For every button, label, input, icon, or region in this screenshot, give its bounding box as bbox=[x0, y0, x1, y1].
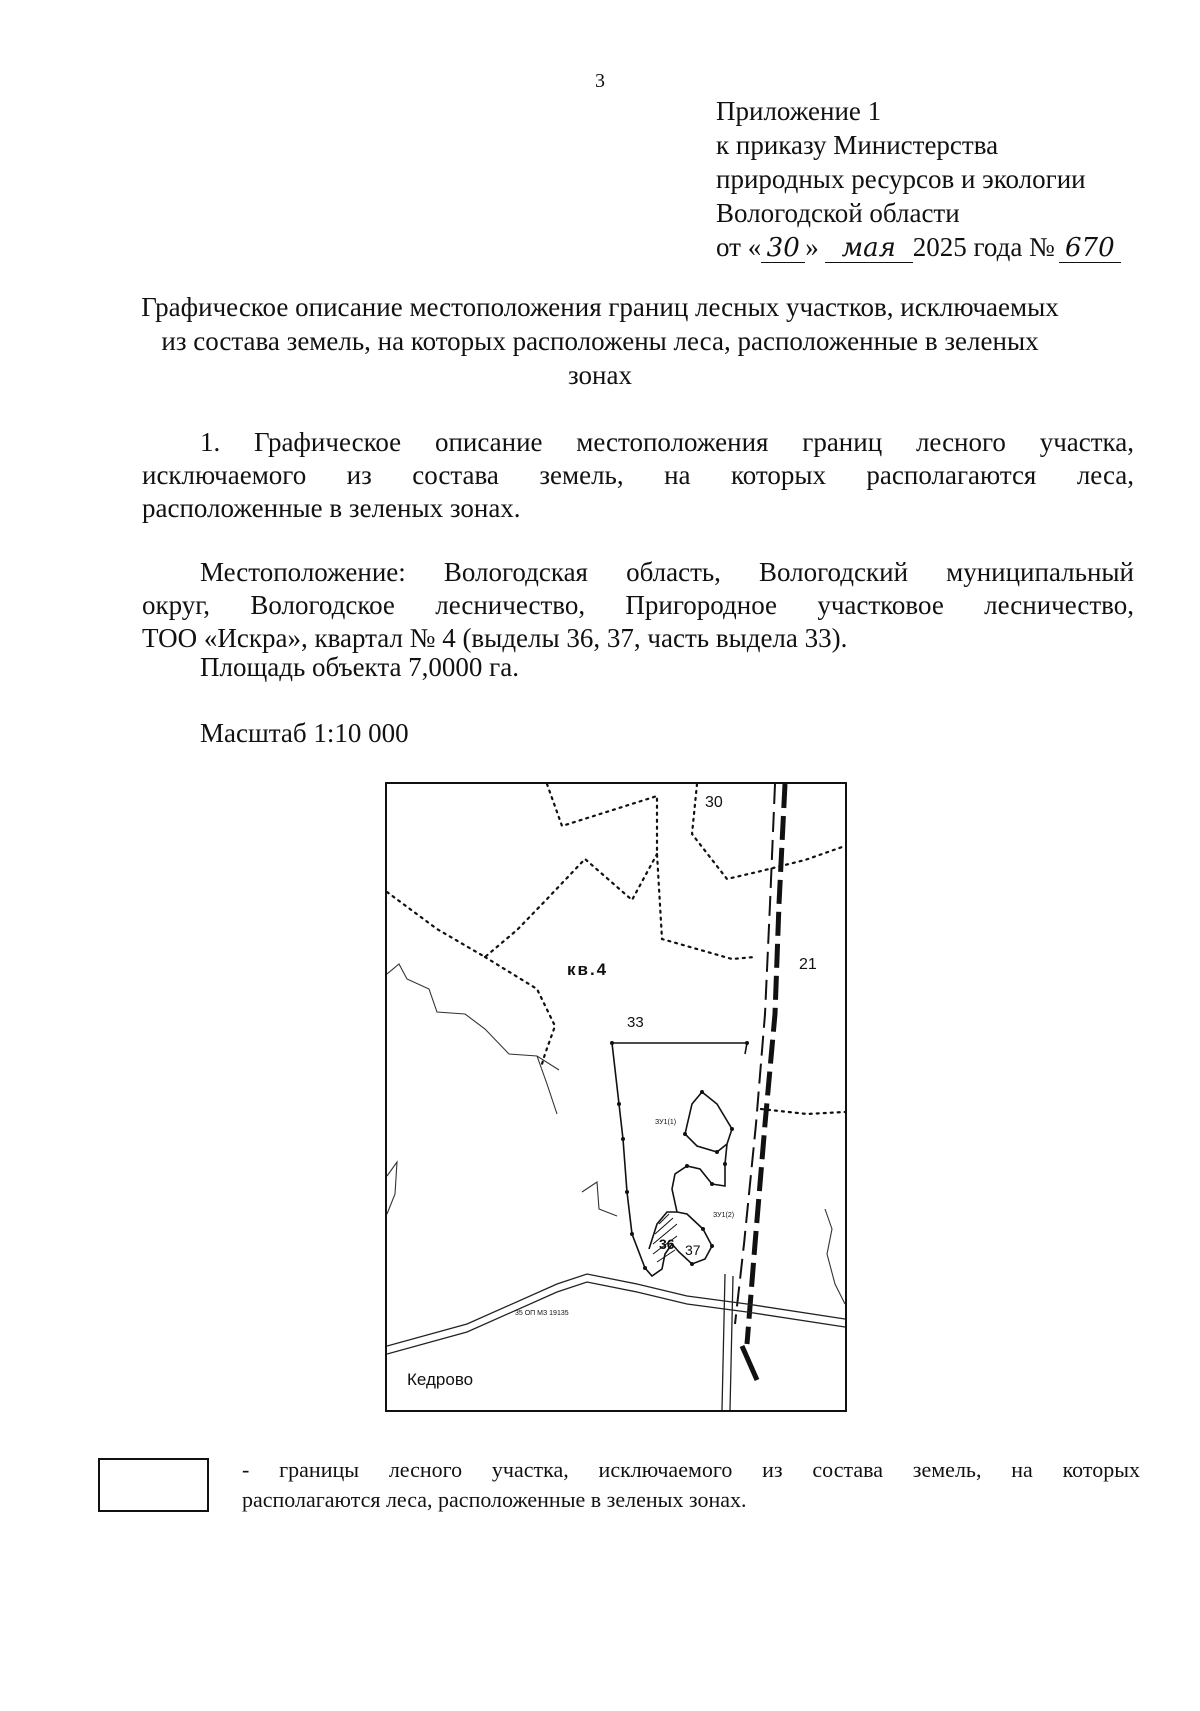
label-zu1-1: ЗУ1(1) bbox=[655, 1119, 677, 1126]
legend-line-1: - границы лесного участка, исключаемого из состава земель, на которых bbox=[242, 1457, 1140, 1482]
railway bbox=[735, 784, 785, 1380]
legend-line-2: располагаются леса, расположенные в зеленых зонах. bbox=[242, 1487, 747, 1512]
title-line-1: Графическое описание местоположения границ лесных участков, исключаемых bbox=[141, 292, 1059, 322]
label-village: Кедрово bbox=[407, 1370, 474, 1389]
section-1-line-1: 1. Графическое описание местоположения границ лесного участка, bbox=[200, 427, 1134, 457]
location-line-3: ТОО «Искра», квартал № 4 (выделы 36, 37, часть выдела 33). bbox=[142, 623, 848, 653]
map-frame bbox=[385, 782, 847, 1412]
date-quote-close: » bbox=[805, 232, 819, 262]
document-title bbox=[120, 290, 1080, 392]
date-year: 2025 года № bbox=[912, 232, 1055, 262]
label-zu1-2: ЗУ1(2) bbox=[713, 1212, 735, 1219]
label-vydel-37: 37 bbox=[685, 1242, 701, 1258]
appendix-date-line bbox=[716, 230, 1121, 264]
label-vydel-33: 33 bbox=[627, 1014, 644, 1031]
label-vydel-36: 36 bbox=[659, 1236, 675, 1252]
label-quarter-30: 30 bbox=[705, 794, 723, 811]
map-drawing bbox=[387, 784, 845, 1410]
appendix-line-2: к приказу Министерства bbox=[716, 130, 999, 160]
label-quarter-21: 21 bbox=[799, 956, 817, 973]
label-kv-4: кв.4 bbox=[567, 960, 609, 979]
area-text: Площадь объекта 7,0000 га. bbox=[200, 652, 519, 682]
label-road: 35 ОП МЗ 19135 bbox=[515, 1310, 569, 1317]
date-prefix: от « bbox=[716, 232, 762, 262]
section-1-line-3: расположенные в зеленых зонах. bbox=[142, 493, 521, 523]
date-month: мая bbox=[825, 234, 913, 263]
appendix-line-1: Приложение 1 bbox=[716, 96, 882, 126]
location-line-2: округ, Вологодское лесничество, Пригородное участковое лесничество, bbox=[142, 590, 1134, 620]
boundary-points bbox=[610, 1041, 749, 1270]
legend-symbol bbox=[98, 1458, 209, 1512]
title-line-3: зонах bbox=[568, 360, 632, 390]
section-1-line-2: исключаемого из состава земель, на которых располагаются леса, bbox=[142, 460, 1134, 490]
location-line-1: Местоположение: Вологодская область, Вологодский муниципальный bbox=[200, 557, 1134, 587]
legend-text bbox=[242, 1455, 1140, 1515]
appendix-line-3: природных ресурсов и экологии bbox=[716, 164, 1086, 194]
title-line-2: из состава земель, на которых расположены леса, расположенные в зеленых bbox=[161, 326, 1039, 356]
parcel-boundary bbox=[612, 1043, 747, 1276]
date-day: 30 bbox=[761, 234, 805, 263]
appendix-header bbox=[716, 94, 1121, 264]
scale-text: Масштаб 1:10 000 bbox=[200, 718, 409, 748]
appendix-line-4: Вологодской области bbox=[716, 198, 960, 228]
location-paragraph bbox=[142, 556, 1134, 655]
order-number: 670 bbox=[1059, 234, 1121, 263]
page-number: 3 bbox=[595, 70, 605, 92]
section-1-paragraph bbox=[142, 426, 1134, 525]
